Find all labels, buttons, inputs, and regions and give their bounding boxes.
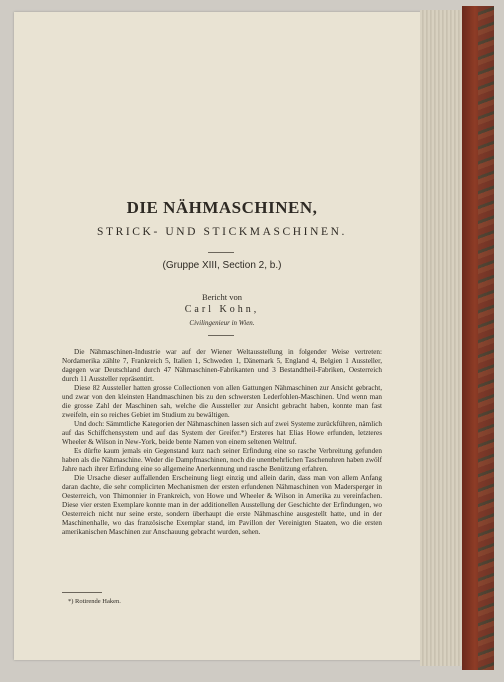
book-page xyxy=(14,12,422,660)
page-edges xyxy=(420,10,464,666)
author-name: Carl Kohn, xyxy=(184,304,260,315)
group-reference: (Gruppe XIII, Section 2, b.) xyxy=(162,260,282,271)
paragraph: Die Nähmaschinen-Industrie war auf der Wiener Weltausstellung in folgender Weise vertreten: Nordamerika zählte 7, Frankreich 5, Italien 1, Schweden 1, Dänemark 5, England 4, Belgien 1 Aussteller, dagegen war Deutschland durch 47 Nähmaschinen-Fabrikanten und 3 Bestandtheil-Fabriken, Oesterreich durch 11 Aussteller repräsentirt. xyxy=(62,348,382,383)
report-label: Bericht von xyxy=(202,292,242,302)
chapter-subtitle: STRICK- UND STICKMASCHINEN. xyxy=(96,226,348,238)
chapter-title: DIE NÄHMASCHINEN, xyxy=(126,198,318,217)
paragraph: Die Ursache dieser auffallenden Erscheinung liegt einzig und allein darin, dass man von allem Anfang daran dachte, die sehr complicirten Mechanismen der ersten erfundenen Nähmaschinen von Madersperger in Oesterreich, von Thimonnier in Frankreich, von Howe und Wheeler & Wilson in Amerika zu vereinfachen. Diese vier ersten Exemplare konnte man in der additionellen Ausstellung der Geschichte der Erfindungen, wo Oesterreich nicht nur seine erste, sondern überhaupt die erste Nähmaschine ausgestellt hatte, und in der Maschinenhalle, wo das französische Exemplar stand, im Pavillon der Vereinigten Staaten, wo die ersten amerikanischen Maschinen zur Anschauung gebracht wurden, sehen. xyxy=(62,474,382,536)
paragraph: Diese 82 Aussteller hatten grosse Collectionen von allen Gattungen Nähmaschinen zur Ansicht gebracht, und zwar von den kleinsten Handmaschinen bis zu den schwersten Lederfohlen-Maschinen. Und wenn man die grosse Zahl der Maschinen sah, welche die Aussteller zur Ansicht gebracht haben, konnte man fast zweifeln, ein so reiches Gebiet im Studium zu bewältigen. xyxy=(62,384,382,419)
cover-marbling xyxy=(478,6,494,670)
title-divider xyxy=(208,252,234,253)
body-text xyxy=(62,348,382,537)
author-divider xyxy=(208,335,234,336)
author-role: Civilingenieur in Wien. xyxy=(189,319,255,327)
footnote-divider xyxy=(62,592,102,593)
paragraph: Und doch: Sämmtliche Kategorien der Nähmaschinen lassen sich auf zwei Systeme zurückführen, nämlich auf das Schiffchensystem und auf das System der Greifer.*) Ersteres hat Elias Howe erfunden, letzteres Wheeler & Wilson in New-York, beide bente Namen von einem seltenen Weltruf. xyxy=(62,420,382,446)
paragraph: Es dürfte kaum jemals ein Gegenstand kurz nach seiner Erfindung eine so rasche Verbreitung gefunden haben als die Nähmaschine. Weder die Dampfmaschinen, noch die unentbehrlichen Taschenuhren haben zwölf Jahre nach ihrer Erfindung eine so allgemeine Anerkennung und rasche Benützung erfahren. xyxy=(62,447,382,473)
footnote: *) Rotirende Haken. xyxy=(68,598,121,605)
